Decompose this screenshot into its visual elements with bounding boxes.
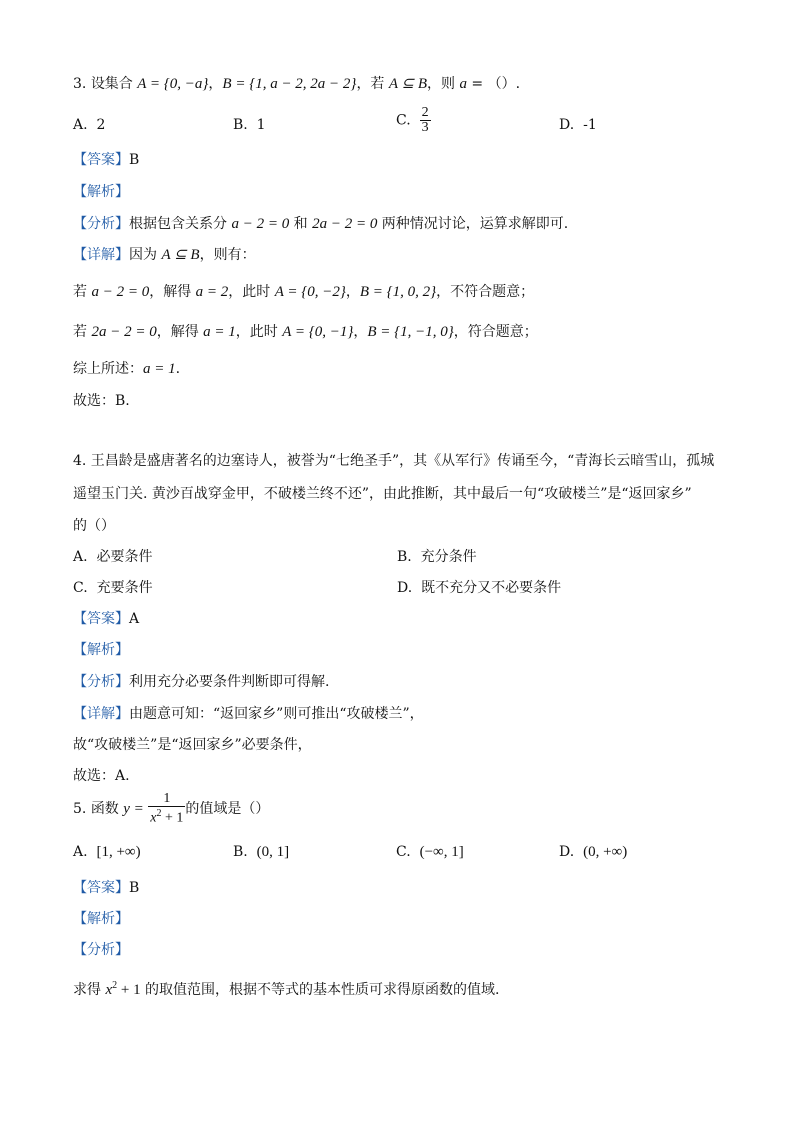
q3-answer (73, 150, 139, 170)
denominator-base: x (150, 810, 157, 826)
q4-option-d (397, 578, 561, 598)
summary-formula: a = 1 (143, 361, 176, 377)
q4-analysis-heading (73, 640, 129, 660)
summary-text: 综上所述： (73, 361, 143, 377)
q4-xiangjie (73, 704, 424, 724)
fenxi-formula: 2a − 2 = 0 (312, 216, 378, 232)
q3-analysis-heading (73, 182, 129, 202)
q5-option-c (396, 842, 464, 862)
q3-text: 设集合 (90, 76, 138, 92)
q4-text: 的（） (73, 518, 115, 534)
case-formula: a = 2 (195, 284, 229, 300)
formula-exponent: 2 (112, 980, 118, 991)
analysis-tag: 【解析】 (73, 642, 129, 658)
option-label: C. (73, 580, 88, 596)
case-text: ，解得 (149, 284, 196, 300)
option-label: A. (73, 549, 88, 565)
q4-text: 遥望玉门关. 黄沙百战穿金甲，不破楼兰终不还”，由此推断，其中最后一句“攻破楼兰”是“返回家乡” (73, 486, 692, 502)
summary-text: . (175, 361, 181, 377)
option-value: 充要条件 (96, 580, 153, 596)
q5-text: 函数 (90, 800, 124, 817)
option-label: D. (397, 580, 413, 596)
q3-xiangjie (73, 245, 256, 265)
xiangjie-tag: 【详解】 (73, 706, 129, 722)
choice-text: 故选：A. (73, 768, 130, 784)
xiangjie-text: 由题意可知：“返回家乡”则可推出“攻破楼兰”， (129, 706, 424, 722)
q5-analysis-heading (73, 909, 129, 929)
q5-option-b (233, 842, 289, 862)
fenxi-text: 和 (289, 216, 313, 232)
q4-text: 4. 王昌龄是盛唐著名的边塞诗人，被誉为“七绝圣手”，其《从军行》传诵至今，“青海长云暗雪山，孤城 (73, 453, 715, 469)
q3-sep2: ，若 (356, 76, 389, 92)
option-value: (0, 1] (256, 844, 290, 860)
q5-stem (73, 792, 269, 826)
case-text: ，符合题意； (453, 324, 538, 340)
q5-option-a (73, 842, 141, 862)
case-text: 若 (73, 324, 92, 340)
option-label: B. (233, 844, 248, 860)
option-value: 2 (96, 117, 106, 133)
q3-option-d (559, 115, 597, 135)
q5-text: 的值域是（） (185, 800, 270, 817)
q5-number: 5. (73, 800, 91, 817)
q4-stem-line1 (73, 451, 714, 471)
case-text: ，此时 (235, 324, 283, 340)
q3-option-a (73, 115, 105, 135)
case-formula: B = {1, −1, 0} (367, 324, 454, 340)
q4-choice (73, 766, 130, 786)
option-value: (0, +∞) (583, 844, 628, 860)
denominator-exponent: 2 (156, 808, 162, 819)
fenxi-text: 两种情况讨论，运算求解即可. (377, 216, 569, 232)
q3-var-a: a (459, 76, 467, 92)
fraction-denominator: 3 (421, 120, 429, 135)
q3-sep1: ， (208, 76, 223, 92)
case-formula: a = 1 (203, 324, 236, 340)
q3-option-c-fraction (420, 106, 431, 135)
q3-tail: ，则 (427, 76, 460, 92)
q3-case1 (73, 282, 534, 302)
fenxi-formula: a − 2 = 0 (231, 216, 290, 232)
q3-choice (73, 391, 130, 411)
q4-option-b (397, 547, 477, 567)
option-label: D. (559, 844, 575, 860)
fenxi-tag: 【分析】 (73, 216, 129, 232)
q4-answer (73, 609, 139, 629)
case-text: ，解得 (156, 324, 204, 340)
option-value: (−∞, 1] (419, 844, 464, 860)
q3-set-a: A = {0, −a} (137, 76, 209, 92)
formula-tail: + 1 (117, 982, 141, 998)
answer-tag: 【答案】 (73, 880, 129, 896)
case-text: ， (345, 284, 360, 300)
fenxi-tag: 【分析】 (73, 942, 129, 958)
q5-fenxi-text (73, 976, 500, 1000)
case-formula: A = {0, −1} (282, 324, 354, 340)
denominator-tail: + 1 (161, 810, 184, 826)
fenxi-text: 根据包含关系分 (129, 216, 232, 232)
case-formula: 2a − 2 = 0 (91, 324, 157, 340)
q4-option-a (73, 547, 152, 567)
q3-subset: A ⊆ B (388, 76, 428, 92)
fenxi-tag: 【分析】 (73, 674, 129, 690)
xiangjie-tag: 【详解】 (73, 247, 129, 263)
option-value: [1, +∞) (96, 844, 141, 860)
q5-option-d (559, 842, 627, 862)
option-label: A. (73, 117, 88, 133)
q3-set-b: B = {1, a − 2, 2a − 2} (222, 76, 357, 92)
fraction-numerator: 1 (148, 792, 185, 807)
option-label: D. (559, 117, 575, 133)
q5-fenxi-heading (73, 940, 129, 960)
option-label: C. (396, 844, 411, 860)
q3-number: 3. (73, 76, 91, 92)
option-label: B. (233, 117, 248, 133)
answer-value: A (129, 611, 140, 627)
case-text: ，此时 (228, 284, 275, 300)
answer-value: B (129, 880, 140, 896)
q4-option-c (73, 578, 153, 598)
conclusion-text: 故“攻破楼兰”是“返回家乡”必要条件， (73, 737, 312, 753)
case-text: ，不符合题意； (436, 284, 535, 300)
case-formula: A = {0, −2} (274, 284, 346, 300)
q4-stem-line2 (73, 484, 692, 504)
case-formula: B = {1, 0, 2} (359, 284, 437, 300)
option-value: -1 (583, 117, 597, 133)
fenxi-text: 的取值范围，根据不等式的基本性质可求得原函数的值域. (140, 982, 500, 998)
analysis-tag: 【解析】 (73, 911, 129, 927)
option-label: A. (73, 844, 88, 860)
option-value: 既不充分又不必要条件 (421, 580, 562, 596)
q3-stem (73, 74, 520, 94)
option-value: 1 (256, 117, 266, 133)
fraction-numerator: 2 (421, 105, 429, 120)
q3-end: = （）. (466, 76, 521, 92)
q3-case2 (73, 322, 538, 342)
fenxi-text: 求得 (73, 982, 106, 998)
q4-conclusion (73, 735, 312, 755)
xiangjie-text: ，则有： (199, 247, 256, 263)
xiangjie-text: 因为 (129, 247, 162, 263)
option-value: 必要条件 (96, 549, 153, 565)
case-formula: a − 2 = 0 (91, 284, 150, 300)
q3-option-c (396, 106, 431, 135)
q3-fenxi (73, 214, 568, 234)
answer-tag: 【答案】 (73, 611, 129, 627)
q4-fenxi (73, 672, 329, 692)
fenxi-text: 利用充分必要条件判断即可得解. (129, 674, 330, 690)
case-text: ， (353, 324, 368, 340)
answer-tag: 【答案】 (73, 152, 129, 168)
formula-base: x (105, 982, 113, 998)
option-label: B. (397, 549, 412, 565)
q4-stem-line3 (73, 516, 115, 536)
q3-summary (73, 359, 180, 379)
answer-value: B (129, 152, 140, 168)
fraction-denominator (148, 807, 185, 826)
q5-answer (73, 878, 139, 898)
xiangjie-formula: A ⊆ B (161, 247, 200, 263)
q5-y-var: y = (123, 800, 144, 817)
case-text: 若 (73, 284, 92, 300)
analysis-tag: 【解析】 (73, 184, 129, 200)
choice-text: 故选：B. (73, 393, 130, 409)
option-label: C. (396, 112, 411, 129)
q5-fraction (148, 792, 185, 826)
option-value: 充分条件 (420, 549, 477, 565)
q3-option-b (233, 115, 266, 135)
